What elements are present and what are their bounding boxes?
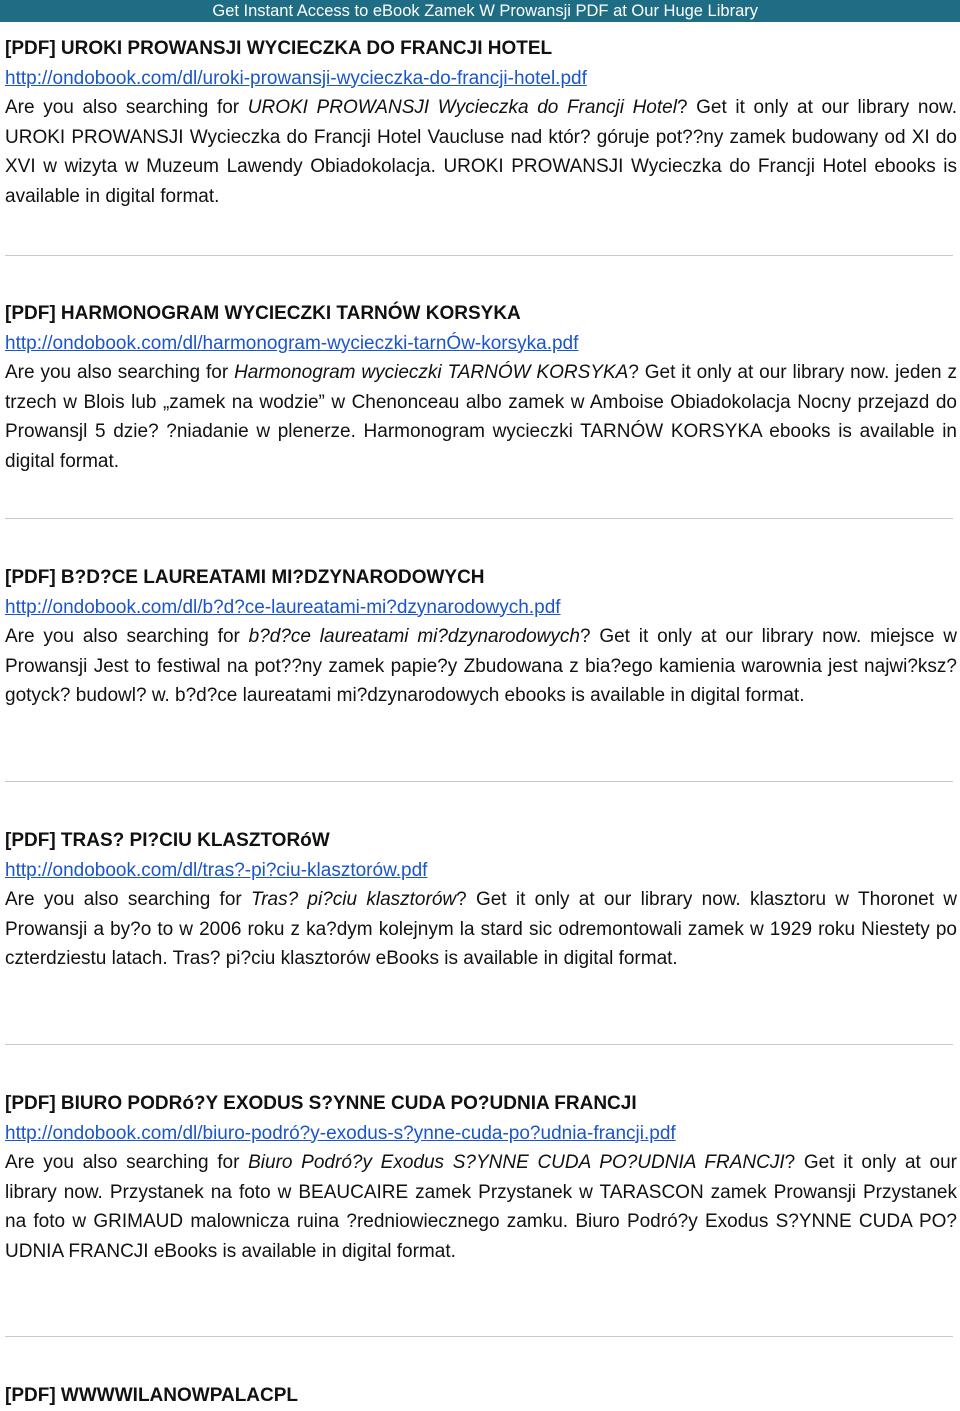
result-entry xyxy=(5,563,957,711)
search-title: Tras? pi?ciu klasztorów xyxy=(251,889,457,910)
result-title: [PDF] HARMONOGRAM WYCIECZKI TARNÓW KORSYKA xyxy=(5,303,521,324)
result-link[interactable]: http://ondobook.com/dl/uroki-prowansji-wycieczka-do-francji-hotel.pdf xyxy=(5,67,587,89)
search-suffix: ? Get it only at our library now. xyxy=(676,97,957,118)
result-body: klasztoru w Thoronet w Prowansji a by?o to w 2006 roku z ka?dym kolejnym la stard sic odremontowali zamek w 1929 roku Niestety po czterdziestu latach. Tras? pi?ciu klasztorów eBooks is available in digital format. xyxy=(5,889,958,969)
result-title: [PDF] BIURO PODRó?Y EXODUS S?YNNE CUDA PO?UDNIA FRANCJI xyxy=(5,1093,637,1114)
divider xyxy=(5,518,953,519)
search-suffix: ? Get it only at our library now. xyxy=(456,889,750,910)
result-title: [PDF] WWWWILANOWPALACPL xyxy=(5,1385,299,1406)
banner-text: Get Instant Access to eBook Zamek W Prowansji PDF at Our Huge Library xyxy=(212,2,758,20)
search-suffix: ? Get it only at our library now. xyxy=(628,362,896,383)
search-title: UROKI PROWANSJI Wycieczka do Francji Hotel xyxy=(247,97,677,118)
result-description xyxy=(5,358,957,476)
result-description xyxy=(5,93,957,211)
result-link[interactable]: http://ondobook.com/dl/b?d?ce-laureatami-mi?dzynarodowych.pdf xyxy=(5,596,561,618)
result-entry xyxy=(5,299,957,476)
result-title: [PDF] UROKI PROWANSJI WYCIECZKA DO FRANCJI HOTEL xyxy=(5,38,553,59)
search-prefix: Are you also searching for xyxy=(5,889,251,910)
result-body: Przystanek na foto w BEAUCAIRE zamek Przystanek w TARASCON zamek Prowansji Przystanek na foto w GRIMAUD malownicza ruina ?redniowiecznego zamku. Biuro Podró?y Exodus S?YNNE CUDA PO?UDNIA FRANCJI eBooks is available in digital format. xyxy=(5,1181,957,1262)
result-link[interactable]: http://ondobook.com/dl/harmonogram-wycieczki-tarnÓw-korsyka.pdf xyxy=(5,332,579,354)
divider xyxy=(5,781,953,782)
search-prefix: Are you also searching for xyxy=(5,626,249,647)
search-prefix: Are you also searching for xyxy=(5,97,248,118)
result-description xyxy=(5,885,957,974)
search-title: Biuro Podró?y Exodus S?YNNE CUDA PO?UDNIA FRANCJI xyxy=(248,1152,785,1173)
result-title: [PDF] B?D?CE LAUREATAMI MI?DZYNARODOWYCH xyxy=(5,567,485,588)
divider xyxy=(5,255,953,256)
result-description xyxy=(5,622,957,711)
top-banner xyxy=(0,0,960,22)
divider xyxy=(5,1336,953,1337)
search-prefix: Are you also searching for xyxy=(5,362,235,383)
result-entry xyxy=(5,826,957,974)
search-prefix: Are you also searching for xyxy=(5,1152,249,1173)
result-body: miejsce w Prowansji Jest to festiwal na pot??ny zamek papie?y Zbudowana z bia?ego kamienia warownia jest najwi?ksz? gotyck? budowl? w. b?d?ce laureatami mi?dzynarodowych ebooks is available in digital format. xyxy=(5,626,958,706)
search-title: b?d?ce laureatami mi?dzynarodowych xyxy=(248,626,580,647)
search-suffix: ? Get it only at our library now. xyxy=(579,626,871,647)
result-entry xyxy=(5,34,957,211)
search-title: Harmonogram wycieczki TARNÓW KORSYKA xyxy=(234,362,629,383)
result-link[interactable]: http://ondobook.com/dl/biuro-podró?y-exodus-s?ynne-cuda-po?udnia-francji.pdf xyxy=(5,1122,676,1144)
result-entry xyxy=(5,1381,298,1411)
result-link[interactable]: http://ondobook.com/dl/tras?-pi?ciu-klasztorów.pdf xyxy=(5,859,428,881)
result-body: jeden z trzech w Blois lub „zamek na wodzie” w Chenonceau albo zamek w Amboise Obiadokolacja Nocny przejazd do Prowansjl 5 dzie? ?niadanie w plenerze. Harmonogram wycieczki TARNÓW KORSYKA ebooks is available in digital format. xyxy=(5,362,957,472)
result-description xyxy=(5,1148,957,1266)
result-title: [PDF] TRAS? PI?CIU KLASZTORóW xyxy=(5,830,330,851)
result-entry xyxy=(5,1089,957,1266)
search-suffix: ? Get it only at our library now. xyxy=(5,1152,957,1203)
result-body: UROKI PROWANSJI Wycieczka do Francji Hotel Vaucluse nad któr? góruje pot??ny zamek budowany od XI do XVI w wizyta w Muzeum Lawendy Obiadokolacja. UROKI PROWANSJI Wycieczka do Francji Hotel ebooks is available in digital format. xyxy=(5,126,957,207)
divider xyxy=(5,1044,953,1045)
